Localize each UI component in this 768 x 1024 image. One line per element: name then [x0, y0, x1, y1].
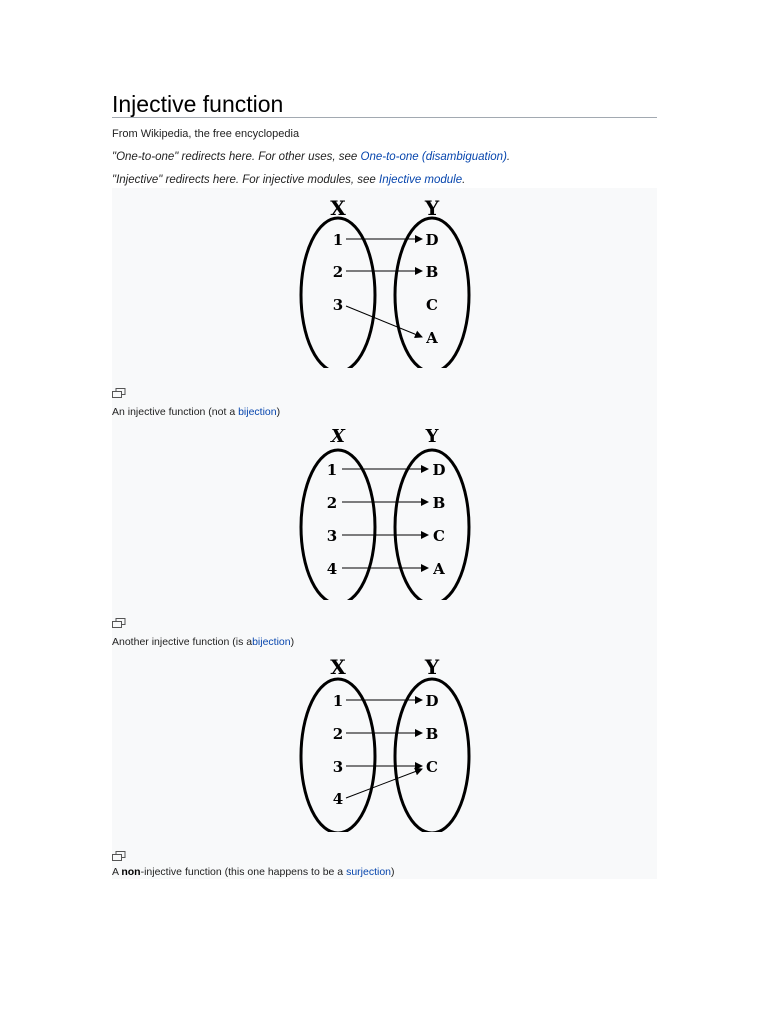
set-y-label: Y: [424, 196, 440, 220]
codomain-element: D: [425, 231, 439, 249]
mapping-arrow: [346, 769, 422, 798]
set-y-label: Y: [425, 426, 439, 447]
figure-caption-2: Another injective function (is abijection): [112, 636, 295, 648]
codomain-element: B: [425, 263, 439, 281]
title-divider: [112, 117, 657, 118]
domain-element: 3: [326, 527, 338, 545]
domain-element: 4: [326, 560, 338, 578]
domain-element: 4: [332, 790, 344, 808]
domain-element: 1: [332, 231, 344, 249]
link-injective-module[interactable]: Injective module: [379, 174, 463, 186]
figure-caption-1: An injective function (not a bijection): [112, 406, 281, 418]
site-tagline: From Wikipedia, the free encyclopedia: [112, 128, 300, 140]
codomain-element: A: [433, 560, 445, 578]
set-x-label: X: [330, 196, 346, 220]
page-title: Injective function: [112, 91, 284, 117]
enlarge-icon[interactable]: [112, 851, 126, 861]
set-x-label: X: [331, 426, 345, 447]
codomain-element: D: [432, 461, 446, 479]
figure-injective-not-bijection: [112, 188, 657, 418]
set-x-ellipse: [301, 450, 375, 600]
mapping-diagram-1: [112, 188, 657, 368]
hatnote-one-to-one: "One-to-one" redirects here. For other uses, see One-to-one (disambiguation).: [112, 151, 511, 163]
link-one-to-one-disambiguation[interactable]: One-to-one (disambiguation): [360, 151, 507, 163]
codomain-element: B: [432, 494, 446, 512]
domain-element: 1: [326, 461, 338, 479]
hatnote-injective: "Injective" redirects here. For injective modules, see Injective module.: [112, 174, 466, 186]
codomain-element: D: [425, 692, 439, 710]
domain-element: 2: [326, 494, 338, 512]
figure-non-injective: [112, 652, 657, 879]
link-surjection[interactable]: surjection: [346, 866, 392, 878]
link-bijection[interactable]: bijection: [252, 636, 291, 648]
domain-element: 2: [332, 725, 344, 743]
figure-caption-3: A non-injective function (this one happens to be a surjection): [112, 866, 395, 878]
link-bijection[interactable]: bijection: [238, 406, 277, 418]
domain-element: 3: [332, 758, 344, 776]
codomain-element: B: [425, 725, 439, 743]
domain-element: 3: [332, 296, 344, 314]
set-y-label: Y: [424, 655, 440, 679]
domain-element: 2: [332, 263, 344, 281]
mapping-diagram-3: [112, 652, 657, 832]
codomain-element: C: [426, 296, 438, 314]
enlarge-icon[interactable]: [112, 618, 126, 628]
codomain-element: A: [426, 329, 438, 347]
mapping-arrow: [346, 306, 422, 337]
figure-injective-bijection: [112, 420, 657, 650]
mapping-diagram-2: [112, 420, 657, 600]
enlarge-icon[interactable]: [112, 388, 126, 398]
domain-element: 1: [332, 692, 344, 710]
codomain-element: C: [426, 758, 438, 776]
figure-thumbnail: [112, 188, 657, 879]
set-x-label: X: [330, 655, 346, 679]
codomain-element: C: [433, 527, 445, 545]
